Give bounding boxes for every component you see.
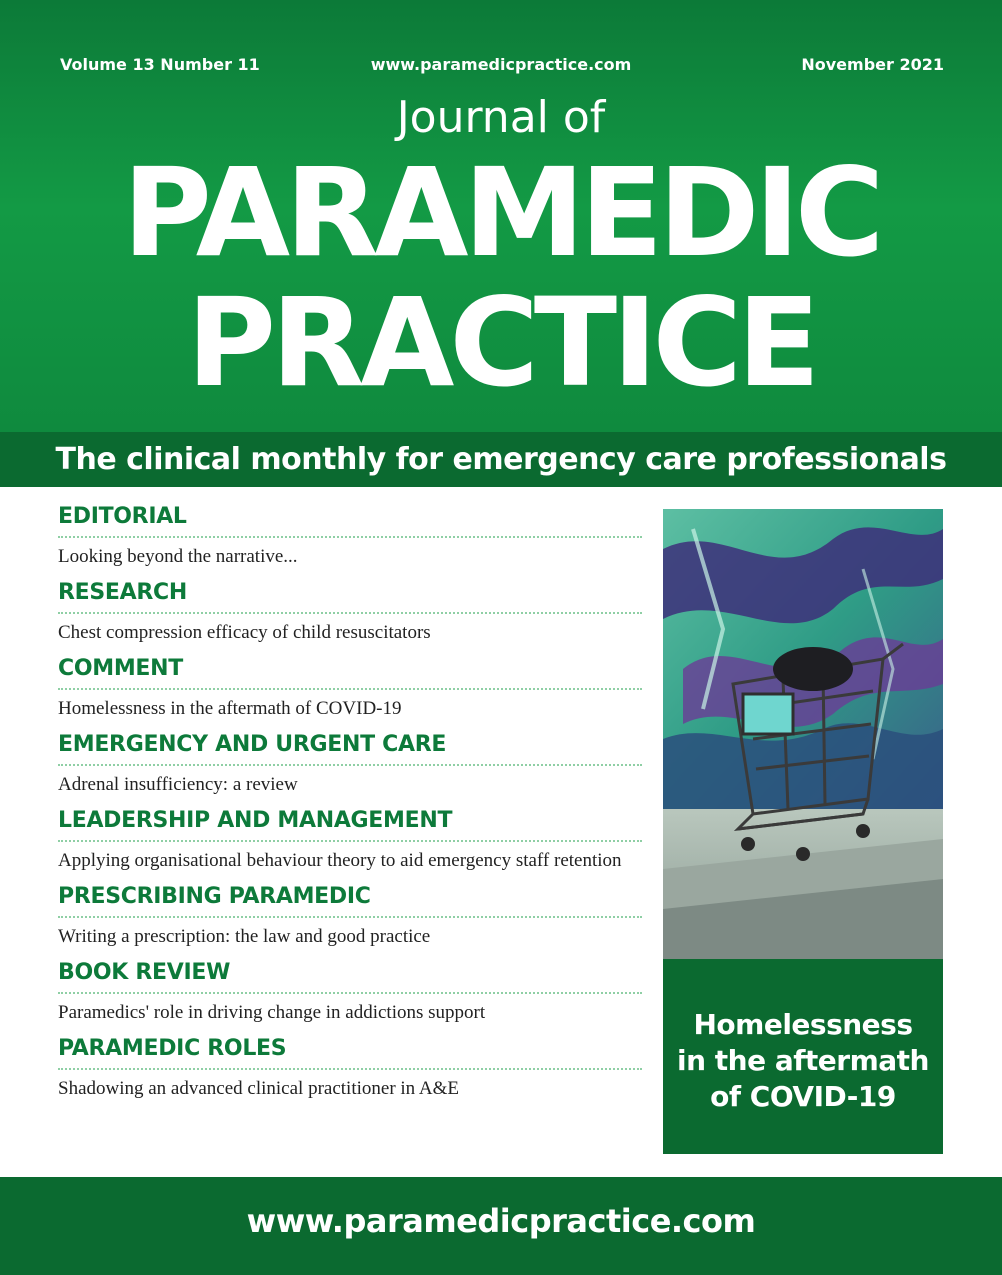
cover-story-line: Homelessness (693, 1008, 913, 1041)
section-comment (58, 652, 642, 728)
cover-story-line: of COVID-19 (710, 1080, 896, 1113)
section-book-review (58, 956, 642, 1032)
dotted-divider (58, 536, 642, 538)
section-title: PRESCRIBING PARAMEDIC (58, 884, 371, 909)
article-title: Chest compression efficacy of child resuscitators (58, 622, 431, 643)
article-title: Writing a prescription: the law and good practice (58, 926, 431, 947)
section-title: EDITORIAL (58, 504, 187, 529)
section-title: PARAMEDIC ROLES (58, 1036, 287, 1061)
dotted-divider (58, 840, 642, 842)
section-title: LEADERSHIP AND MANAGEMENT (58, 808, 453, 833)
title-practice: PRACTICE (186, 272, 816, 414)
article-title: Homelessness in the aftermath of COVID-19 (58, 698, 402, 719)
dotted-divider (58, 916, 642, 918)
section-leadership-management (58, 804, 642, 880)
cover-story-headline (663, 1007, 943, 1115)
cover-story-box (663, 959, 943, 1154)
volume-number: Volume 13 Number 11 (60, 55, 260, 74)
section-paramedic-roles (58, 1032, 642, 1108)
article-title: Shadowing an advanced clinical practitioner in A&E (58, 1078, 459, 1099)
dotted-divider (58, 992, 642, 994)
article-title: Applying organisational behaviour theory to aid emergency staff retention (58, 850, 622, 871)
section-title: EMERGENCY AND URGENT CARE (58, 732, 447, 757)
issue-info-row (0, 55, 1002, 77)
dotted-divider (58, 1068, 642, 1070)
section-emergency-urgent-care (58, 728, 642, 804)
dotted-divider (58, 764, 642, 766)
journal-of-label: Journal of (396, 92, 606, 143)
cover-photo-shopping-cart (663, 509, 943, 959)
website-header: www.paramedicpractice.com (370, 55, 632, 74)
section-title: COMMENT (58, 656, 183, 681)
article-title: Looking beyond the narrative... (58, 546, 298, 567)
section-title: BOOK REVIEW (58, 960, 231, 985)
dotted-divider (58, 688, 642, 690)
cover-story-line: in the aftermath (677, 1044, 929, 1077)
section-editorial (58, 500, 642, 576)
dotted-divider (58, 612, 642, 614)
section-prescribing-paramedic (58, 880, 642, 956)
section-research (58, 576, 642, 652)
article-title: Paramedics' role in driving change in addictions support (58, 1002, 486, 1023)
issue-date: November 2021 (801, 55, 944, 74)
tagline: The clinical monthly for emergency care professionals (55, 442, 947, 477)
title-paramedic: PARAMEDIC (122, 142, 880, 284)
section-title: RESEARCH (58, 580, 187, 605)
tagline-band (0, 432, 1002, 487)
footer-website: www.paramedicpractice.com (246, 1202, 756, 1240)
contents-list (58, 500, 642, 1108)
article-title: Adrenal insufficiency: a review (58, 774, 298, 795)
masthead (0, 0, 1002, 432)
footer-band (0, 1177, 1002, 1275)
